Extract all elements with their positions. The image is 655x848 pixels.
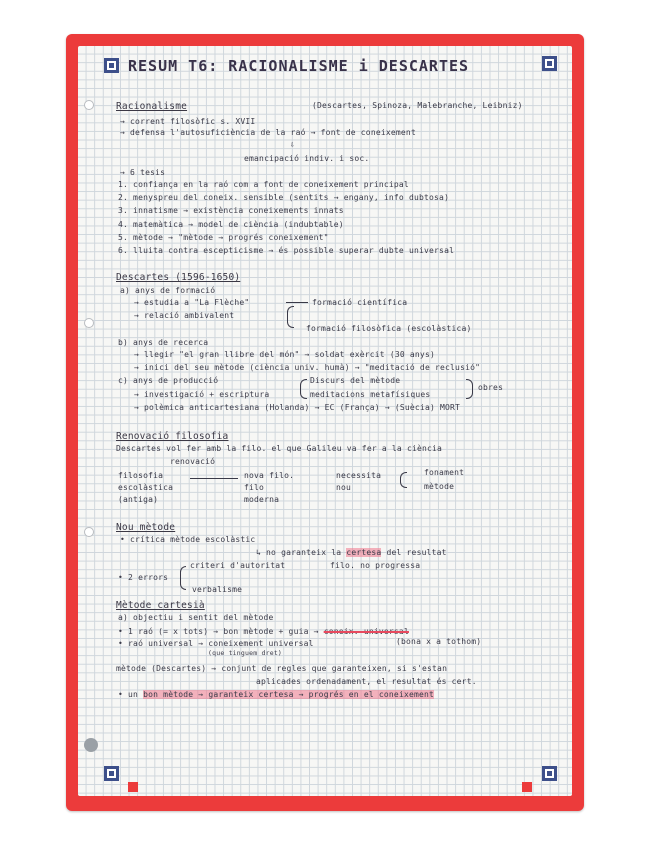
section-heading-descartes: Descartes (1596-1650) bbox=[116, 272, 241, 283]
note-line: Descartes vol fer amb la filo. el que Galileu va fer a la ciència bbox=[116, 444, 443, 453]
note-line: → polèmica anticartesiana (Holanda) → EC (França) → (Suècia) MORT bbox=[134, 403, 461, 412]
note-line: meditacions metafísiques bbox=[310, 390, 431, 399]
section-heading-renovacio: Renovació filosofia bbox=[116, 431, 229, 442]
corner-marker-top-right-icon bbox=[542, 56, 557, 71]
thesis-item: 4. matemàtica → model de ciència (indubtable) bbox=[118, 220, 344, 229]
brace-icon bbox=[300, 379, 307, 399]
note-line: → estudia a "La Flèche" bbox=[134, 298, 250, 307]
note-line: → relació ambivalent bbox=[134, 311, 235, 320]
thesis-item: 1. confiança en la raó com a font de coneixement principal bbox=[118, 180, 409, 189]
note-line: → 6 tesis bbox=[120, 168, 166, 177]
note-line: → defensa l'autosuficiència de la raó → font de coneixement bbox=[120, 128, 416, 137]
note-line: b) anys de recerca bbox=[118, 338, 209, 347]
page-title: RESUM T6: RACIONALISME i DESCARTES bbox=[128, 57, 470, 75]
thesis-item: 2. menyspreu del coneix. sensible (sentits → engany, info dubtosa) bbox=[118, 193, 450, 202]
authors-list: (Descartes, Spinoza, Malebranche, Leibniz) bbox=[312, 101, 523, 110]
note-line: criteri d'autoritat bbox=[190, 561, 286, 570]
note-line: filo. no progressa bbox=[330, 561, 421, 570]
note-line: mètode bbox=[424, 482, 455, 491]
note-line: (bona x a tothom) bbox=[396, 637, 482, 646]
binder-hole-icon bbox=[84, 100, 94, 110]
note-line: aplicades ordenadament, el resultat és cert. bbox=[256, 677, 477, 686]
corner-marker-bottom-right-icon bbox=[542, 766, 557, 781]
section-heading-nou-metode: Nou mètode bbox=[116, 522, 176, 533]
note-line: • 1 raó (= x tots) → bon mètode + guia → coneix. universal bbox=[118, 627, 409, 636]
note-line: formació filosòfica (escolàstica) bbox=[306, 324, 472, 333]
note-line: nova filo. filo moderna bbox=[244, 471, 295, 504]
note-line: (que tinguem dret) bbox=[208, 649, 283, 657]
note-line: necessita nou bbox=[336, 471, 382, 492]
note-line: a) objectiu i sentit del mètode bbox=[118, 613, 274, 622]
section-heading-metode-cartesia: Mètode cartesià bbox=[116, 600, 205, 611]
note-line: • 2 errors bbox=[118, 573, 169, 582]
note-line: Discurs del mètode bbox=[310, 376, 401, 385]
red-marker-icon bbox=[522, 782, 532, 792]
brace-icon bbox=[287, 306, 294, 328]
note-line: • crítica mètode escolàstic bbox=[120, 535, 256, 544]
connector-line bbox=[190, 478, 238, 479]
note-line: fonament bbox=[424, 468, 465, 477]
note-line: → investigació + escriptura bbox=[134, 390, 270, 399]
struck-text: coneix. universal bbox=[323, 627, 409, 636]
thesis-item: 6. lluita contra escepticisme → és possible superar dubte universal bbox=[118, 246, 455, 255]
note-line: c) anys de producció bbox=[118, 376, 219, 385]
note-line: → inici del seu mètode (ciència univ. humà) → "meditació de reclusió" bbox=[134, 363, 481, 372]
note-line: ↳ no garanteix la certesa del resultat bbox=[256, 548, 447, 557]
red-marker-icon bbox=[128, 782, 138, 792]
note-line: renovació bbox=[170, 457, 216, 466]
binder-dot-icon bbox=[84, 738, 98, 752]
highlighted-term: bon mètode → garanteix certesa → progrés en el coneixement bbox=[143, 690, 435, 699]
note-line: mètode (Descartes) → conjunt de regles que garanteixen, si s'estan bbox=[116, 664, 448, 673]
note-line: → corrent filosòfic s. XVII bbox=[120, 117, 256, 126]
note-line: → llegir "el gran llibre del món" → soldat exèrcit (30 anys) bbox=[134, 350, 435, 359]
brace-icon bbox=[180, 566, 186, 590]
note-line: filosofia escolàstica (antiga) bbox=[118, 471, 174, 504]
thesis-item: 5. mètode → "mètode → progrés coneixement" bbox=[118, 233, 329, 242]
note-line: • un bon mètode → garanteix certesa → progrés en el coneixement bbox=[118, 690, 435, 699]
section-heading-racionalisme: Racionalisme bbox=[116, 101, 188, 112]
note-line: a) anys de formació bbox=[120, 286, 216, 295]
note-line: emancipació indiv. i soc. bbox=[244, 154, 370, 163]
brace-icon bbox=[466, 379, 473, 399]
note-line: • raó universal → coneixement universal bbox=[118, 639, 314, 648]
note-line: verbalisme bbox=[192, 585, 243, 594]
highlighted-term: certesa bbox=[346, 548, 382, 557]
thesis-item: 3. innatisme → existència coneixements innats bbox=[118, 206, 344, 215]
note-line: formació científica bbox=[312, 298, 408, 307]
connector-line bbox=[286, 302, 308, 303]
binder-hole-icon bbox=[84, 318, 94, 328]
corner-marker-bottom-left-icon bbox=[104, 766, 119, 781]
corner-marker-top-left-icon bbox=[104, 58, 119, 73]
note-line: obres bbox=[478, 383, 504, 392]
down-arrow-icon: ⇩ bbox=[290, 140, 296, 149]
brace-icon bbox=[400, 472, 407, 488]
binder-hole-icon bbox=[84, 527, 94, 537]
